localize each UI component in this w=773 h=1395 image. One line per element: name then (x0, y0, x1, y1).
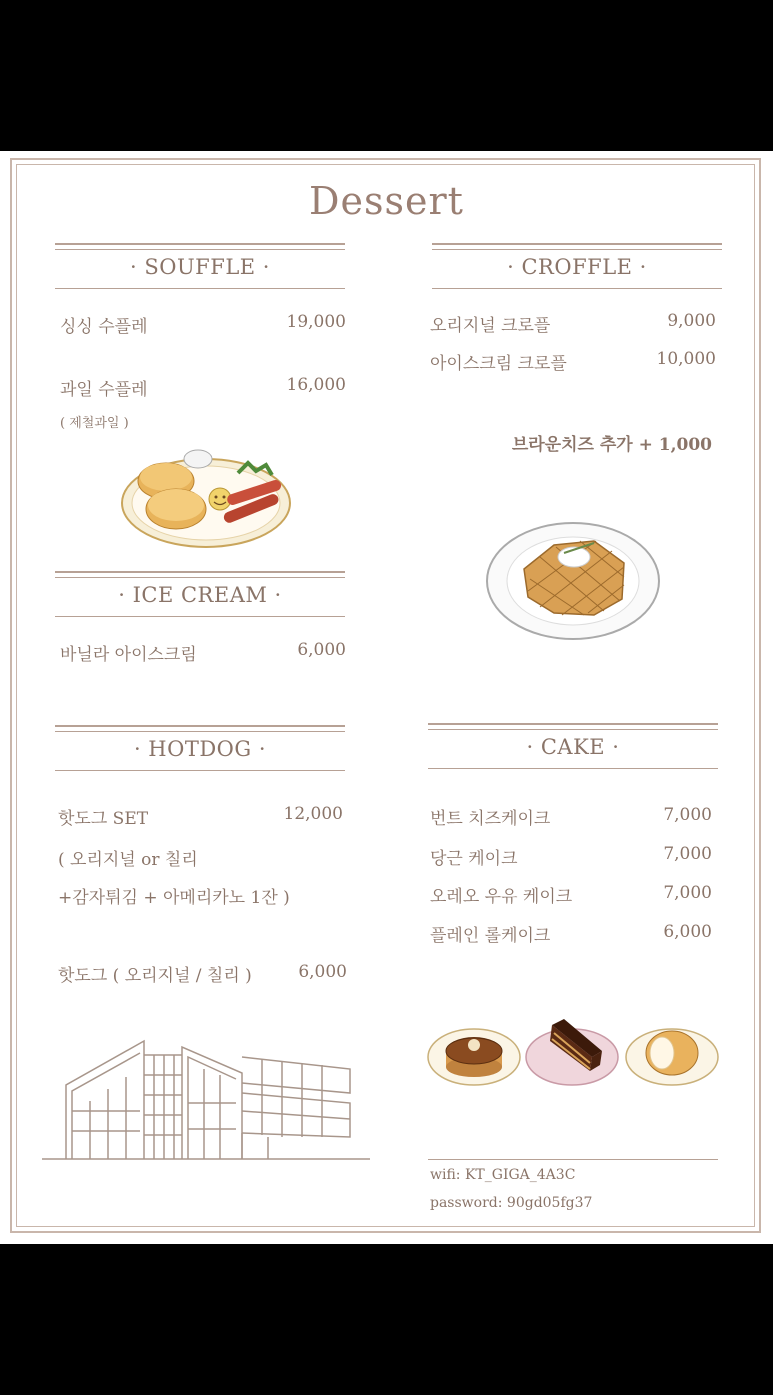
menu-item-name: 번트 치즈케이크 (430, 809, 551, 829)
menu-item-name: 싱싱 수플레 (60, 317, 148, 337)
cake-section-header (428, 723, 718, 769)
menu-item-name: 플레인 롤케이크 (430, 926, 551, 946)
menu-item-name: 과일 수플레 (60, 380, 148, 400)
menu-item-price: 19,000 (286, 312, 346, 332)
menu-item-name: 바닐라 아이스크림 (60, 645, 197, 665)
menu-item-price: 16,000 (286, 375, 346, 395)
cake-heading: · CAKE · (526, 735, 620, 759)
menu-item-price: 7,000 (663, 883, 712, 903)
menu-item-note: ( 제철과일 ) (60, 416, 129, 431)
wifi-ssid: wifi: KT_GIGA_4A3C (430, 1167, 576, 1183)
croffle-extra-option: 브라운치즈 추가 + 1,000 (511, 435, 712, 455)
menu-item-price: 10,000 (656, 349, 716, 369)
icecream-section-header (55, 571, 345, 617)
souffle-section-header (55, 243, 345, 289)
menu-item-price: 6,000 (663, 922, 712, 942)
cake-plates-image (424, 1011, 720, 1091)
menu-item-name: 핫도그 ( 오리지널 / 칠리 ) (58, 966, 252, 986)
menu-page (0, 151, 773, 1244)
menu-item-name: 당근 케이크 (430, 849, 518, 869)
wifi-divider (428, 1159, 718, 1160)
menu-item-price: 6,000 (298, 962, 347, 982)
menu-item-price: 7,000 (663, 844, 712, 864)
building-line-drawing (42, 1033, 372, 1163)
menu-item-price: 9,000 (667, 311, 716, 331)
hotdog-section-header (55, 725, 345, 771)
hotdog-heading: · HOTDOG · (133, 737, 267, 761)
icecream-heading: · ICE CREAM · (118, 583, 282, 607)
menu-item-name: 핫도그 SET (58, 809, 149, 829)
menu-item-price: 12,000 (283, 804, 343, 824)
croffle-heading: · CROFFLE · (507, 255, 647, 279)
menu-item-name: 아이스크림 크로플 (430, 354, 567, 374)
menu-item-price: 6,000 (297, 640, 346, 660)
menu-item-name: 오리지널 크로플 (430, 316, 551, 336)
menu-item-description: ( 오리지널 or 칠리 (58, 850, 198, 870)
menu-item-price: 7,000 (663, 805, 712, 825)
souffle-heading: · SOUFFLE · (130, 255, 270, 279)
menu-title: Dessert (309, 179, 464, 223)
croffle-plate-image (484, 519, 662, 643)
souffle-plate-image (118, 441, 294, 553)
croffle-section-header (432, 243, 722, 289)
menu-item-description: +감자튀김 + 아메리카노 1잔 ) (58, 888, 290, 908)
menu-item-name: 오레오 우유 케이크 (430, 887, 573, 907)
wifi-password: password: 90gd05fg37 (430, 1195, 593, 1211)
